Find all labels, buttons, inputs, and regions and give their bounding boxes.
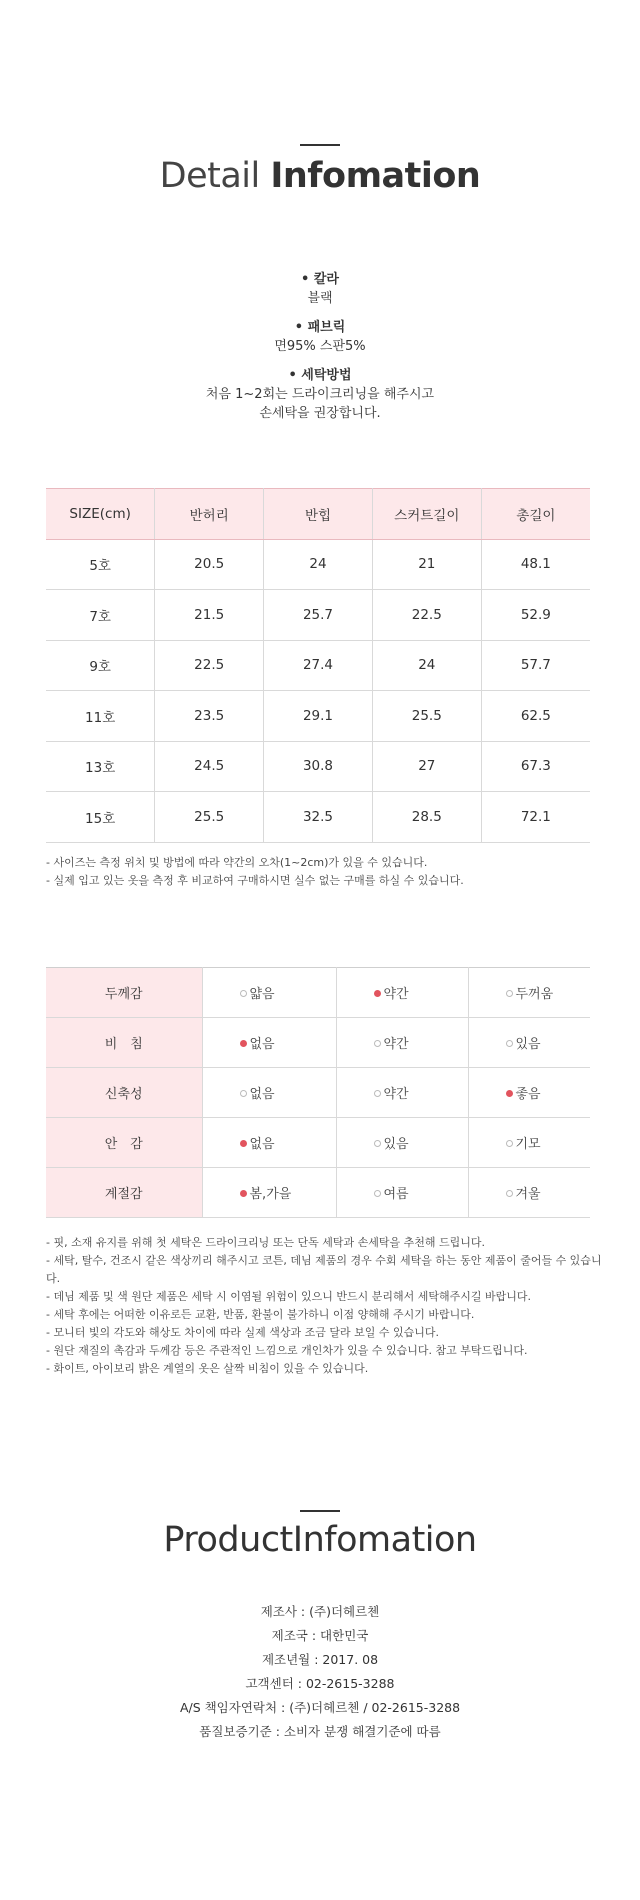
product-divider-bar <box>300 1510 340 1512</box>
size-table-row <box>46 640 590 691</box>
feel-option <box>336 1168 468 1218</box>
feel-option-label: 없음 <box>249 1037 275 1052</box>
feel-option-label: 기모 <box>515 1137 541 1152</box>
size-header-cell: SIZE(cm) <box>46 489 155 540</box>
selected-dot-icon <box>240 1190 247 1197</box>
feel-option <box>468 968 590 1018</box>
detail-item <box>0 318 640 356</box>
size-cell: 62.5 <box>481 691 590 742</box>
care-note-line: - 화이트, 아이보리 밝은 계열의 옷은 살짝 비침이 있을 수 있습니다. <box>46 1362 369 1375</box>
selected-dot-icon <box>506 1090 513 1097</box>
size-cell: 27.4 <box>264 640 373 691</box>
size-table-row <box>46 792 590 843</box>
detail-value: 블랙 <box>307 291 333 306</box>
size-table-row <box>46 691 590 742</box>
feel-label: 계절감 <box>46 1168 202 1218</box>
feel-label: 신축성 <box>46 1068 202 1118</box>
feel-option <box>336 968 468 1018</box>
feel-option-label: 여름 <box>383 1187 409 1202</box>
unselected-dot-icon <box>506 1140 513 1147</box>
product-info-line: A/S 책임자연락처 : (주)더헤르첸 / 02-2615-3288 <box>179 1700 461 1715</box>
feel-option <box>468 1168 590 1218</box>
unselected-dot-icon <box>374 1090 381 1097</box>
size-table-row <box>46 590 590 641</box>
product-info <box>0 1600 640 1744</box>
detail-heading <box>0 156 640 196</box>
feel-option-label: 약간 <box>383 1087 409 1102</box>
size-cell: 24 <box>372 640 481 691</box>
size-cell: 25.5 <box>372 691 481 742</box>
size-cell: 15호 <box>46 792 155 843</box>
feel-option-label: 있음 <box>383 1137 409 1152</box>
size-cell: 7호 <box>46 590 155 641</box>
feel-table-row <box>46 1118 590 1168</box>
unselected-dot-icon <box>506 1190 513 1197</box>
detail-item <box>0 366 640 423</box>
feel-option-label: 없음 <box>249 1137 275 1152</box>
feel-table <box>46 967 590 1218</box>
feel-option-label: 약간 <box>383 1037 409 1052</box>
care-note-line: - 세탁, 탈수, 건조시 같은 색상끼리 해주시고 코튼, 데님 제품의 경우 수회 세탁을 하는 동안 제품이 줄어들 수 있습니다. <box>46 1254 602 1285</box>
feel-option-label: 있음 <box>515 1037 541 1052</box>
detail-label: • 칼라 <box>0 270 640 289</box>
unselected-dot-icon <box>506 990 513 997</box>
selected-dot-icon <box>240 1140 247 1147</box>
selected-dot-icon <box>240 1040 247 1047</box>
detail-value: 처음 1~2회는 드라이크리닝을 해주시고 <box>205 387 435 402</box>
size-cell: 32.5 <box>264 792 373 843</box>
size-header-cell: 반힙 <box>264 489 373 540</box>
product-info-line: 고객센터 : 02-2615-3288 <box>245 1676 395 1691</box>
size-cell: 9호 <box>46 640 155 691</box>
feel-table-row <box>46 1168 590 1218</box>
care-note-line: - 모니터 빛의 각도와 해상도 차이에 따라 실제 색상과 조금 달라 보일 수 있습니다. <box>46 1326 439 1339</box>
detail-value: 면95% 스판5% <box>274 339 366 354</box>
size-cell: 21 <box>372 539 481 590</box>
size-cell: 5호 <box>46 539 155 590</box>
size-cell: 20.5 <box>155 539 264 590</box>
detail-divider-bar <box>300 144 340 146</box>
size-table <box>46 488 590 843</box>
selected-dot-icon <box>374 990 381 997</box>
feel-option <box>336 1118 468 1168</box>
feel-option <box>202 968 336 1018</box>
size-header-cell: 반허리 <box>155 489 264 540</box>
size-cell: 27 <box>372 741 481 792</box>
feel-option-label: 약간 <box>383 987 409 1002</box>
unselected-dot-icon <box>506 1040 513 1047</box>
product-heading <box>0 1520 640 1560</box>
feel-option <box>468 1018 590 1068</box>
size-cell: 25.7 <box>264 590 373 641</box>
size-cell: 22.5 <box>372 590 481 641</box>
feel-table-row <box>46 1068 590 1118</box>
care-note-line: - 데님 제품 및 색 원단 제품은 세탁 시 이염될 위험이 있으니 반드시 분리해서 세탁해주시길 바랍니다. <box>46 1290 531 1303</box>
size-table-header <box>46 489 590 540</box>
size-notes <box>46 854 606 890</box>
size-cell: 29.1 <box>264 691 373 742</box>
unselected-dot-icon <box>240 990 247 997</box>
size-cell: 24.5 <box>155 741 264 792</box>
feel-option-label: 없음 <box>249 1087 275 1102</box>
size-table-row <box>46 741 590 792</box>
product-info-line: 제조년월 : 2017. 08 <box>261 1652 379 1667</box>
size-cell: 22.5 <box>155 640 264 691</box>
product-info-line: 제조국 : 대한민국 <box>271 1628 369 1643</box>
feel-option-label: 두꺼움 <box>515 987 554 1002</box>
feel-table-row <box>46 1018 590 1068</box>
detail-heading-bold: Infomation <box>270 156 481 196</box>
size-cell: 25.5 <box>155 792 264 843</box>
size-header-cell: 스커트길이 <box>372 489 481 540</box>
detail-label: • 패브릭 <box>0 318 640 337</box>
feel-option <box>336 1018 468 1068</box>
feel-option-label: 봄,가을 <box>249 1187 292 1202</box>
feel-option-label: 좋음 <box>515 1087 541 1102</box>
feel-option-label: 겨울 <box>515 1187 541 1202</box>
feel-option <box>468 1068 590 1118</box>
detail-heading-light: Detail <box>159 156 271 196</box>
feel-option <box>202 1018 336 1068</box>
size-cell: 13호 <box>46 741 155 792</box>
detail-label: • 세탁방법 <box>0 366 640 385</box>
size-note-line: - 사이즈는 측정 위치 및 방법에 따라 약간의 오차(1~2cm)가 있을 수 있습니다. <box>46 856 428 869</box>
feel-option <box>468 1118 590 1168</box>
detail-value: 손세탁을 권장합니다. <box>259 406 381 421</box>
product-info-line: 제조사 : (주)더헤르첸 <box>260 1604 380 1619</box>
unselected-dot-icon <box>374 1140 381 1147</box>
size-cell: 48.1 <box>481 539 590 590</box>
unselected-dot-icon <box>374 1040 381 1047</box>
size-cell: 67.3 <box>481 741 590 792</box>
size-header-cell: 총길이 <box>481 489 590 540</box>
unselected-dot-icon <box>240 1090 247 1097</box>
care-notes <box>46 1234 606 1378</box>
care-note-line: - 핏, 소재 유지를 위해 첫 세탁은 드라이크리닝 또는 단독 세탁과 손세탁을 추천해 드립니다. <box>46 1236 485 1249</box>
size-note-line: - 실제 입고 있는 옷을 측정 후 비교하여 구매하시면 실수 없는 구매를 하실 수 있습니다. <box>46 874 464 887</box>
product-heading-text: ProductInfomation <box>163 1520 477 1560</box>
care-note-line: - 원단 재질의 촉감과 두께감 등은 주관적인 느낌으로 개인차가 있을 수 있습니다. 참고 부탁드립니다. <box>46 1344 528 1357</box>
size-cell: 72.1 <box>481 792 590 843</box>
feel-option <box>336 1068 468 1118</box>
feel-option <box>202 1168 336 1218</box>
size-cell: 21.5 <box>155 590 264 641</box>
size-cell: 52.9 <box>481 590 590 641</box>
feel-label: 안 감 <box>46 1118 202 1168</box>
size-cell: 23.5 <box>155 691 264 742</box>
feel-option-label: 얇음 <box>249 987 275 1002</box>
product-info-line: 품질보증기준 : 소비자 분쟁 해결기준에 따름 <box>199 1724 441 1739</box>
size-cell: 28.5 <box>372 792 481 843</box>
size-table-row <box>46 539 590 590</box>
size-cell: 57.7 <box>481 640 590 691</box>
feel-option <box>202 1118 336 1168</box>
feel-label: 비 침 <box>46 1018 202 1068</box>
feel-option <box>202 1068 336 1118</box>
size-cell: 11호 <box>46 691 155 742</box>
detail-list <box>0 270 640 433</box>
unselected-dot-icon <box>374 1190 381 1197</box>
feel-table-row <box>46 968 590 1018</box>
care-note-line: - 세탁 후에는 어떠한 이유로든 교환, 반품, 환불이 불가하니 이점 양해해 주시기 바랍니다. <box>46 1308 475 1321</box>
feel-label: 두께감 <box>46 968 202 1018</box>
size-cell: 30.8 <box>264 741 373 792</box>
detail-item <box>0 270 640 308</box>
size-cell: 24 <box>264 539 373 590</box>
